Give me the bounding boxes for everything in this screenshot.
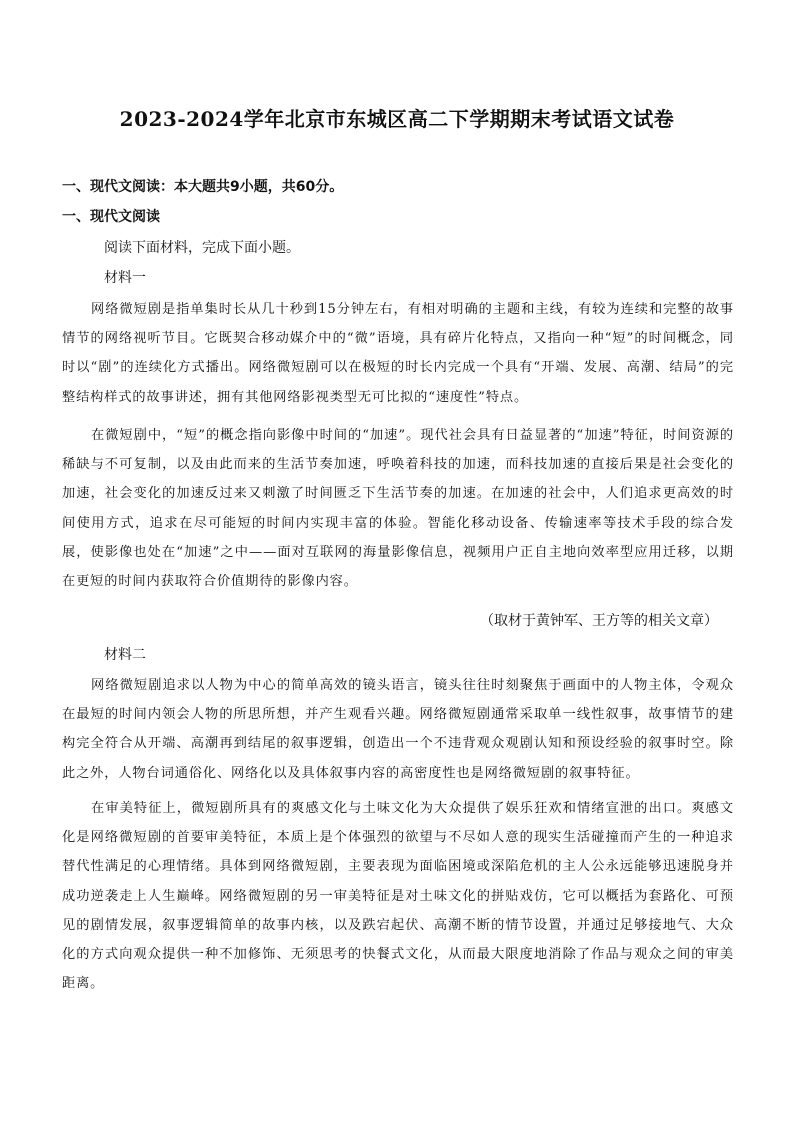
section-header: 一、现代文阅读：本大题共9小题，共60分。 [62, 179, 344, 195]
material1-source: （取材于黄钟军、王方等的相关文章） [480, 613, 718, 629]
material2-label: 材料二 [104, 647, 146, 663]
material1-paragraph: 网络微短剧是指单集时长从几十秒到15分钟左右，有相对明确的主题和主线，有较为连续和完整的故事情节的网络视听节目。它既契合移动媒介中的“微”语境，具有碎片化特点，又指向一种“短”的时间概念，同时以“剧”的连续化方式播出。网络微短剧可以在极短的时长内完成一个具有“开端、发展、高潮、结局”的完整结构样式的故事讲述，拥有其他网络影视类型无可比拟的“速度性”特点。 [62, 302, 734, 405]
material2-paragraph: 网络微短剧追求以人物为中心的简单高效的镜头语言，镜头往往时刻聚焦于画面中的人物主体，令观众在最短的时间内领会人物的所思所想，并产生观看兴趣。网络微短剧通常采取单一线性叙事，故事情节的建构完全符合从开端、高潮再到结尾的叙事逻辑，创造出一个不违背观众观剧认知和预设经验的叙事时空。除此之外，人物台词通俗化、网络化以及具体叙事内容的高密度性也是网络微短剧的叙事特征。 [62, 678, 734, 781]
reading-instruction: 阅读下面材料，完成下面小题。 [104, 240, 300, 256]
material2-paragraph: 在审美特征上，微短剧所具有的爽感文化与土味文化为大众提供了娱乐狂欢和情绪宣泄的出口。爽感文化是网络微短剧的首要审美特征，本质上是个体强烈的欲望与不尽如人意的现实生活碰撞而产生的一种追求替代性满足的心理情绪。具体到网络微短剧，主要表现为面临困境或深陷危机的主人公永远能够迅速脱身并成功逆袭走上人生巅峰。网络微短剧的另一审美特征是对土味文化的拼贴戏仿，它可以概括为套路化、可预见的剧情发展，叙事逻辑简单的故事内核，以及跌宕起伏、高潮不断的情节设置，并通过足够接地气、大众化的方式向观众提供一种不加修饰、无须思考的快餐式文化，从而最大限度地消除了作品与观众之间的审美距离。 [62, 801, 734, 992]
subsection-header: 一、现代文阅读 [62, 209, 160, 225]
page-title: 2023-2024学年北京市东城区高二下学期期末考试语文试卷 [119, 107, 675, 131]
material1-label: 材料一 [104, 270, 146, 286]
material1-paragraph: 在微短剧中，“短”的概念指向影像中时间的“加速”。现代社会具有日益显著的“加速”特征，时间资源的稀缺与不可复制，以及由此而来的生活节奏加速，呼唤着科技的加速，而科技加速的直接后果是社会变化的加速，社会变化的加速反过来又刺激了时间匮乏下生活节奏的加速。在加速的社会中，人们追求更高效的时间使用方式，追求在尽可能短的时间内实现丰富的体验。智能化移动设备、传输速率等技术手段的综合发展，使影像也处在“加速”之中——面对互联网的海量影像信息，视频用户正自主地向效率型应用迁移，以期在更短的时间内获取符合价值期待的影像内容。 [62, 428, 734, 590]
